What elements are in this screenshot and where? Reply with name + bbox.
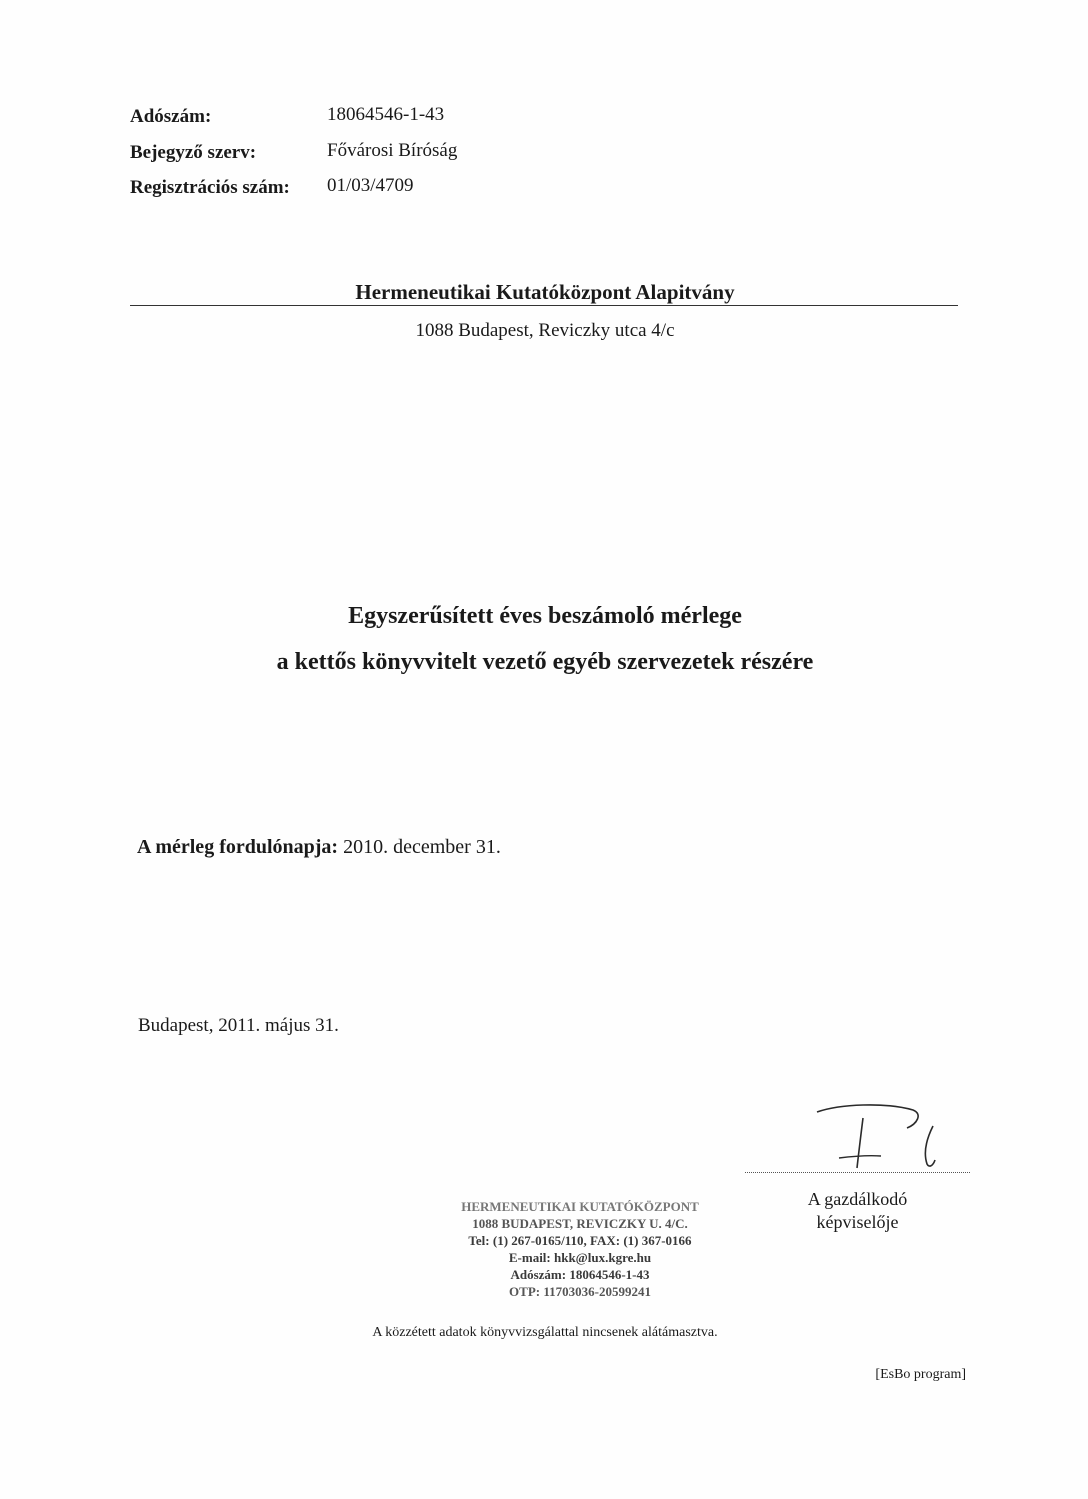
- signatory-role-line-1: A gazdálkodó: [807, 1189, 908, 1209]
- header-divider: [130, 305, 958, 306]
- balance-date: [137, 836, 501, 859]
- registrar-value: Fővárosi Bíróság: [327, 140, 458, 161]
- organization-name: Hermeneutikai Kutatóközpont Alapitvány: [355, 280, 735, 304]
- stamp-line-email: E-mail: hkk@lux.kgre.hu: [508, 1250, 652, 1265]
- tax-number-value: 18064546-1-43: [327, 104, 445, 125]
- stamp-line-name: HERMENEUTIKAI KUTATÓKÖZPONT: [461, 1199, 699, 1214]
- stamp-line-address: 1088 BUDAPEST, REVICZKY U. 4/C.: [472, 1216, 688, 1231]
- registrar-label: Bejegyző szerv:: [130, 142, 257, 163]
- signature-line: [745, 1172, 970, 1173]
- organization-stamp: [400, 1198, 760, 1300]
- registration-number-label: Regisztrációs szám:: [130, 177, 290, 198]
- program-label: [EsBo program]: [875, 1367, 966, 1382]
- registration-number-value: 01/03/4709: [327, 175, 414, 196]
- document-title-line-1: Egyszerűsített éves beszámoló mérlege: [348, 603, 742, 629]
- balance-date-value: 2010. december 31.: [343, 836, 501, 858]
- balance-date-label: A mérleg fordulónapja:: [137, 836, 339, 858]
- handwritten-signature: [805, 1098, 955, 1173]
- document-title-line-2: a kettős könyvvitelt vezető egyéb szervezetek részére: [276, 649, 814, 675]
- stamp-line-tax: Adószám: 18064546-1-43: [510, 1267, 650, 1282]
- stamp-line-bank: OTP: 11703036-20599241: [509, 1284, 651, 1299]
- tax-number-label: Adószám:: [130, 106, 212, 127]
- place-and-date: Budapest, 2011. május 31.: [138, 1015, 339, 1036]
- organization-address: 1088 Budapest, Reviczky utca 4/c: [415, 320, 675, 341]
- signatory-role-line-2: képviselője: [816, 1212, 899, 1232]
- stamp-line-phone: Tel: (1) 267-0165/110, FAX: (1) 367-0166: [468, 1233, 692, 1248]
- audit-note: A közzétett adatok könyvvizsgálattal nincsenek alátámasztva.: [372, 1325, 718, 1340]
